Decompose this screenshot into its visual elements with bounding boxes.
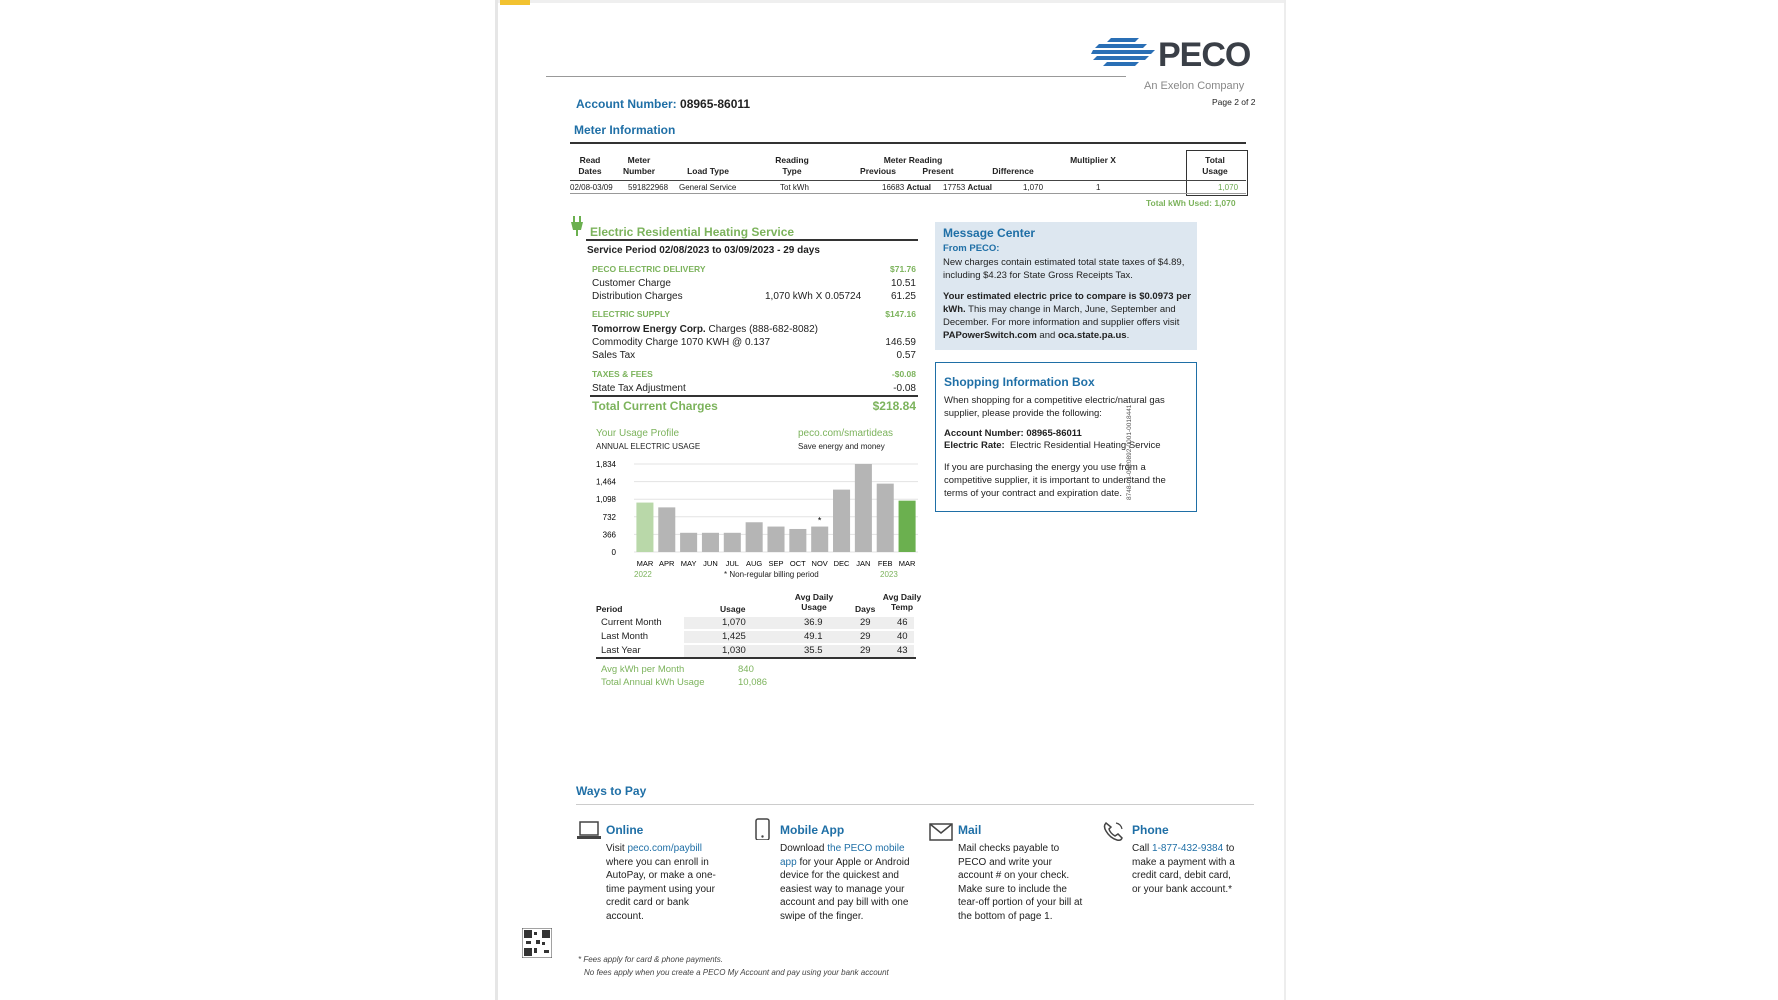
th-avg-daily-usage: Avg Daily Usage: [794, 592, 834, 612]
th-days: Days: [855, 604, 876, 614]
peco-app-link[interactable]: the PECO mobile app: [780, 843, 905, 868]
commodity-charge: 146.59: [885, 337, 916, 348]
usage-row-period: Current Month: [601, 617, 662, 628]
ways-to-pay-rule: [576, 804, 1254, 805]
phone-number-link[interactable]: 1-877-432-9384: [1152, 843, 1224, 854]
footnote-fees: * Fees apply for card & phone payments.: [578, 955, 723, 964]
usage-bar-feb: [877, 484, 894, 552]
annual-kwh-label: Total Annual kWh Usage: [601, 677, 705, 688]
usage-bar-may: [680, 533, 697, 552]
message-and: and: [1036, 330, 1058, 341]
th-present: Present: [922, 166, 954, 176]
usage-row-avg: 36.9: [804, 617, 823, 628]
x-tick-label: AUG: [746, 559, 763, 568]
usage-row-usage: 1,030: [722, 645, 746, 656]
shopping-intro: When shopping for a competitive electric/natural gas supplier, please provide the following:: [944, 395, 1165, 419]
account-value: 08965-86011: [680, 97, 751, 111]
usage-row-temp: 46: [897, 617, 908, 628]
supplier-line: [592, 324, 818, 335]
cell-load-type: General Service: [679, 183, 737, 192]
usage-row-avg: 49.1: [804, 631, 823, 642]
cell-present: [943, 183, 992, 192]
th-total-usage: Total Usage: [1202, 155, 1228, 176]
state-tax-label: State Tax Adjustment: [592, 383, 686, 394]
online-body: [606, 842, 722, 923]
annual-kwh-value: 10,086: [738, 677, 768, 688]
y-tick-label: 1,464: [595, 477, 616, 487]
customer-charge-label: Customer Charge: [592, 278, 671, 289]
delivery-label: PECO ELECTRIC DELIVERY: [592, 264, 706, 274]
y-tick-label: 1,834: [595, 460, 616, 469]
meter-header-rule: [570, 180, 1246, 181]
papowerswitch-link[interactable]: PAPowerSwitch.com: [943, 330, 1037, 341]
distribution-label: Distribution Charges: [592, 291, 683, 302]
phone-icon: [1101, 820, 1127, 842]
mail-icon: [928, 820, 954, 842]
plug-icon: [570, 216, 584, 236]
meter-row-rule: [570, 193, 1246, 194]
x-tick-label: FEB: [877, 559, 893, 568]
non-regular-marker: *: [817, 515, 822, 526]
supply-total: $147.16: [885, 309, 916, 319]
message-p2-text: This may change in March, June, September and December. For more information and supplier offers visit: [943, 304, 1180, 328]
present-value: 17753: [943, 183, 966, 192]
app-rest: for your Apple or Android device for the quickest and easiest way to manage your account and pay bill with one swipe of the finger.: [780, 856, 910, 922]
y-tick-label: 366: [602, 530, 616, 540]
cell-total-usage: 1,070: [1218, 183, 1239, 192]
paybill-link[interactable]: peco.com/paybill: [627, 843, 702, 854]
online-pre: Visit: [606, 843, 628, 854]
supplier-name: Tomorrow Energy Corp.: [592, 324, 706, 335]
previous-flag: Actual: [906, 183, 931, 192]
usage-row-usage: 1,070: [722, 617, 746, 628]
th-reading-type: Reading Type: [775, 155, 809, 176]
message-from: From PECO:: [943, 243, 1000, 254]
oca-link[interactable]: oca.state.pa.us: [1057, 330, 1127, 341]
row-bg-2: [684, 631, 914, 643]
total-kwh-used: Total kWh Used: 1,070: [1146, 198, 1236, 208]
taxes-label: TAXES & FEES: [592, 369, 653, 379]
previous-value: 16683: [882, 183, 905, 192]
smartideas-sub: Save energy and money: [798, 442, 885, 451]
usage-row-days: 29: [860, 617, 871, 628]
account-number: [576, 97, 750, 111]
x-tick-label: MAY: [680, 559, 697, 568]
rate-label: Electric Rate:: [944, 440, 1005, 451]
message-center: [935, 222, 1197, 350]
usage-bar-jan: [855, 464, 872, 552]
x-tick-label: SEP: [768, 559, 784, 568]
usage-row-avg: 35.5: [804, 645, 823, 656]
meter-title: Meter Information: [574, 123, 676, 137]
th-usage: Usage: [720, 604, 746, 614]
customer-charge: 10.51: [890, 278, 916, 289]
taxes-total: -$0.08: [891, 369, 916, 379]
usage-bar-sep: [767, 527, 784, 552]
mobile-app-body: [780, 842, 910, 923]
total-label: Total Current Charges: [592, 399, 718, 413]
phone-title: Phone: [1132, 823, 1169, 837]
cell-reading-type: Tot kWh: [780, 183, 809, 192]
present-flag: Actual: [967, 183, 992, 192]
sales-tax-label: Sales Tax: [592, 350, 636, 361]
delivery-total: $71.76: [890, 264, 916, 274]
side-code: 8748-01-0020892-0001-0018441: [1126, 404, 1133, 500]
cell-multiplier: 1: [1096, 183, 1101, 192]
th-load-type: Load Type: [687, 166, 729, 176]
logo-text: PECO: [1158, 36, 1251, 74]
usage-table-rule: [596, 657, 916, 659]
message-p2: [943, 290, 1193, 342]
y-tick-label: 1,098: [595, 495, 616, 505]
shopping-outro: If you are purchasing the energy you use from a competitive supplier, it is important to understand the terms of your contract and expiration date.: [944, 462, 1166, 499]
commodity-label: Commodity Charge 1070 KWH @ 0.137: [592, 337, 771, 348]
usage-row-period: Last Month: [601, 631, 648, 642]
usage-profile-subtitle: ANNUAL ELECTRIC USAGE: [596, 442, 701, 451]
supply-label: ELECTRIC SUPPLY: [592, 309, 671, 319]
usage-profile-title: Your Usage Profile: [596, 428, 680, 439]
meter-rule: [570, 142, 1246, 144]
message-p1: New charges contain estimated total state taxes of $4.89, including $4.23 for State Gross Receipts Tax.: [943, 257, 1185, 281]
usage-row-period: Last Year: [601, 645, 641, 656]
non-regular-note: * Non-regular billing period: [724, 570, 819, 579]
x-tick-label: MAR: [898, 559, 916, 568]
qr-code-icon: [522, 928, 552, 958]
usage-bar-mar-2022: [636, 503, 653, 552]
x-tick-label: NOV: [811, 559, 828, 568]
x-tick-label: OCT: [789, 559, 806, 568]
peco-logo-icon: [1091, 34, 1157, 72]
usage-bar-oct: [789, 529, 806, 552]
service-period: Service Period 02/08/2023 to 03/09/2023 - 29 days: [587, 245, 820, 256]
x-tick-label: JAN: [856, 559, 871, 568]
phone-rest: to make a payment with a credit card, debit card, or your bank account.*: [1132, 843, 1235, 895]
x-tick-label: DEC: [833, 559, 850, 568]
phone-body: [1132, 842, 1242, 896]
y-tick-label: 732: [602, 512, 616, 522]
cell-meter-number: 591822968: [628, 183, 669, 192]
cell-difference: 1,070: [1023, 183, 1044, 192]
avg-kwh-label: Avg kWh per Month: [601, 664, 685, 675]
usage-bar-mar-2023: [899, 501, 916, 552]
usage-bar-jun: [702, 533, 719, 552]
supplier-phone: Charges (888-682-8082): [705, 324, 819, 335]
online-title: Online: [606, 823, 644, 837]
th-previous: Previous: [860, 166, 896, 176]
row-bg-1: [684, 617, 914, 629]
sales-tax: 0.57: [896, 350, 916, 361]
service-title: Electric Residential Heating Service: [590, 225, 795, 239]
x-tick-label: JUN: [703, 559, 718, 568]
price-to-compare: Your estimated electric price to compare is $0.0973 per kWh.: [943, 291, 1191, 315]
usage-row-usage: 1,425: [722, 631, 746, 642]
service-rule: [586, 239, 918, 241]
avg-kwh-value: 840: [738, 664, 754, 675]
page-label: Page 2 of 2: [1212, 97, 1256, 107]
x-tick-label: MAR: [636, 559, 654, 568]
x-tick-label: APR: [659, 559, 675, 568]
year-start: 2022: [634, 570, 652, 579]
usage-row-temp: 43: [897, 645, 908, 656]
message-end: .: [1126, 330, 1130, 341]
th-multiplier: Multiplier X: [1070, 155, 1116, 165]
message-center-title: Message Center: [943, 226, 1036, 240]
rate-value: Electric Residential Heating Service: [1010, 440, 1161, 451]
th-difference: Difference: [992, 166, 1034, 176]
laptop-icon: [576, 820, 602, 842]
th-read-dates: Read Dates: [578, 155, 602, 176]
distribution-charge: 61.25: [890, 291, 916, 302]
distribution-calc: 1,070 kWh X 0.05724: [765, 291, 862, 302]
shopping-info-box: [935, 362, 1197, 512]
usage-bar-aug: [746, 522, 763, 552]
mail-title: Mail: [958, 823, 982, 837]
usage-row-days: 29: [860, 631, 871, 642]
usage-bar-nov: [811, 527, 828, 552]
smartideas-link[interactable]: peco.com/smartideas: [798, 428, 894, 439]
app-pre: Download: [780, 843, 828, 854]
total-amount: $218.84: [872, 399, 916, 413]
shopping-account: Account Number: 08965-86011: [944, 428, 1082, 439]
usage-row-days: 29: [860, 645, 871, 656]
mobile-app-title: Mobile App: [780, 823, 845, 837]
bill-page: [495, 0, 1286, 1000]
cell-previous: [882, 183, 931, 192]
usage-row-temp: 40: [897, 631, 908, 642]
row-bg-3: [684, 645, 914, 657]
total-rule: [590, 395, 918, 397]
ways-to-pay-title: Ways to Pay: [576, 784, 647, 798]
mobile-phone-icon: [750, 818, 776, 840]
usage-bar-jul: [724, 533, 741, 552]
th-meter-number: Meter Number: [622, 155, 656, 176]
header-rule: [546, 76, 1126, 77]
usage-chart: [582, 458, 922, 582]
y-tick-label: 0: [611, 548, 616, 557]
top-strip: [498, 0, 1284, 3]
account-label: Account Number:: [576, 97, 677, 111]
mail-body: Mail checks payable to PECO and write your account # on your check. Make sure to include the tear-off portion of your bill at the bottom of page 1.: [958, 843, 1083, 922]
online-rest: where you can enroll in AutoPay, or make a one-time payment using your credit card or bank account.: [606, 856, 716, 922]
state-tax: -0.08: [893, 383, 916, 394]
th-avg-daily-temp: Avg Daily Temp: [882, 592, 922, 612]
x-tick-label: JUL: [725, 559, 739, 568]
th-period: Period: [596, 604, 623, 614]
usage-bar-apr: [658, 507, 675, 552]
footnote-no-fees: No fees apply when you create a PECO My Account and pay using your bank account: [584, 968, 889, 977]
company-tagline: An Exelon Company: [1144, 80, 1245, 92]
cell-read-dates: 02/08-03/09: [570, 183, 613, 192]
shopping-title: Shopping Information Box: [944, 375, 1095, 389]
phone-pre: Call: [1132, 843, 1153, 854]
usage-bar-dec: [833, 490, 850, 552]
year-end: 2023: [880, 570, 898, 579]
th-meter-reading: Meter Reading: [883, 155, 943, 165]
